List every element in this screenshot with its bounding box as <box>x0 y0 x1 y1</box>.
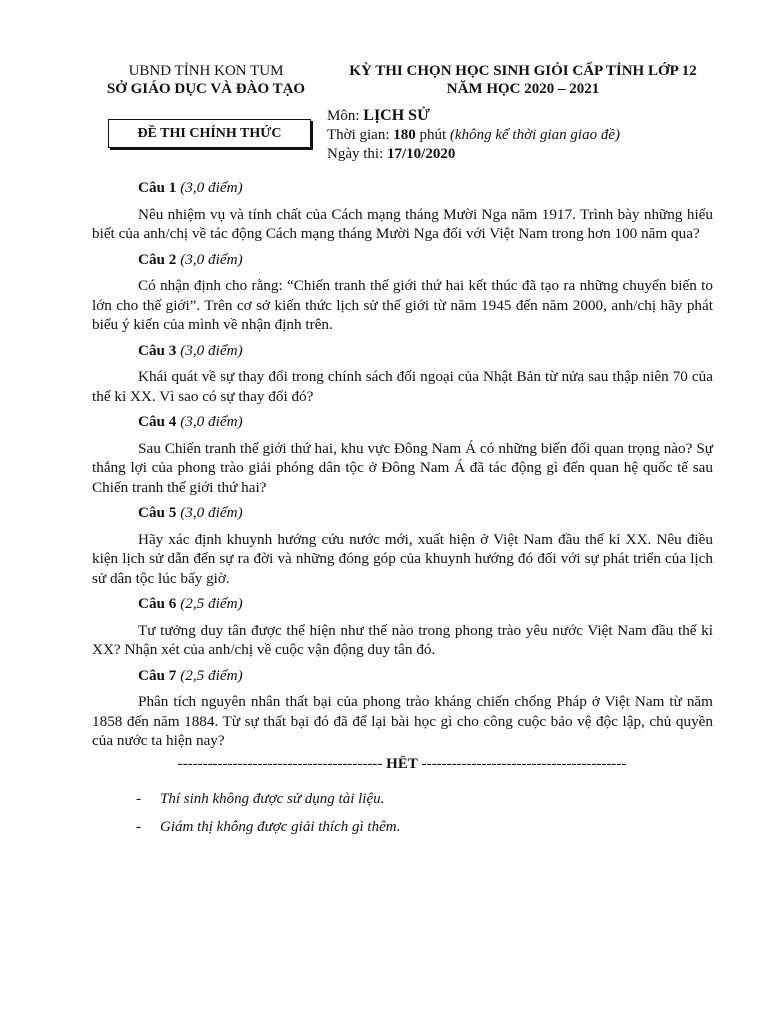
note-text: Giám thị không được giải thích gì thêm. <box>160 819 401 835</box>
official-exam-label: ĐỀ THI CHÍNH THỨC <box>137 125 282 141</box>
question-points: (3,0 điểm) <box>180 179 243 196</box>
end-marker <box>150 756 654 773</box>
subject-value: LỊCH SỬ <box>363 107 430 124</box>
time-note: (không kể thời gian giao đề) <box>449 127 620 143</box>
issuing-organization <box>92 62 320 98</box>
org-line-1: UBND TỈNH KON TUM <box>128 63 284 79</box>
question-heading <box>138 250 713 270</box>
question-heading <box>138 594 713 614</box>
question-text: Hãy xác định khuynh hướng cứu nước mới, xuất hiện ở Việt Nam đầu thế kỉ XX. Nêu điều kiện lịch sử dẫn đến sự ra đời và những đóng góp của khuynh hướng đó đối với sự phát triển của lịch sử dân tộc lúc bấy giờ. <box>92 530 713 587</box>
question-points: (3,0 điểm) <box>180 341 243 359</box>
question-number: Câu 4 <box>138 413 177 430</box>
note-item <box>136 818 400 837</box>
question <box>92 594 713 660</box>
question <box>92 666 713 751</box>
end-text: HẾT <box>386 756 418 772</box>
question-heading <box>138 178 713 198</box>
note-item <box>136 790 400 809</box>
question-number: Câu 6 <box>138 595 177 612</box>
question-heading <box>138 666 713 686</box>
question-number: Câu 7 <box>138 666 177 684</box>
date-label: Ngày thi: <box>327 146 387 162</box>
question-points: (2,5 điểm) <box>180 595 243 612</box>
question-number: Câu 2 <box>138 250 177 268</box>
question-points: (3,0 điểm) <box>180 504 243 521</box>
question-number: Câu 5 <box>138 504 177 521</box>
exam-meta <box>327 106 620 164</box>
question <box>92 250 713 335</box>
question-number: Câu 1 <box>138 179 177 196</box>
exam-title-block <box>318 62 728 98</box>
question-text: Tư tưởng duy tân được thể hiện như thế nào trong phong trào yêu nước Việt Nam đầu thế kỉ XX? Nhận xét của anh/chị về cuộc vận động duy tân đó. <box>92 621 713 658</box>
subject-label: Môn: <box>327 108 364 124</box>
end-dashes-left: ----------------------------------------- <box>177 756 387 772</box>
question <box>92 178 713 244</box>
question-text: Khái quát về sự thay đổi trong chính sách đối ngoại của Nhật Bản từ nửa sau thập niên 70 của thế kỉ XX. Vì sao có sự thay đổi đó? <box>92 368 713 405</box>
time-label: Thời gian: <box>327 127 394 143</box>
question <box>92 503 713 588</box>
question-heading <box>138 503 713 523</box>
time-value: 180 <box>393 127 416 143</box>
note-dash: - <box>136 819 141 835</box>
question-points: (3,0 điểm) <box>180 413 243 430</box>
school-year: NĂM HỌC 2020 – 2021 <box>446 81 600 97</box>
note-text: Thí sinh không được sử dụng tài liệu. <box>160 791 385 807</box>
note-dash: - <box>136 791 141 807</box>
end-dashes-right: ----------------------------------------- <box>417 756 627 772</box>
questions-section <box>92 178 713 757</box>
subject-line <box>327 106 620 126</box>
official-exam-box <box>108 119 311 148</box>
question-text: Nêu nhiệm vụ và tính chất của Cách mạng tháng Mười Nga năm 1917. Trình bày những hiểu biết của anh/chị về tác động Cách mạng tháng Mười Nga đối với Việt Nam trong hơn 100 năm qua? <box>92 205 713 242</box>
date-line <box>327 145 620 164</box>
question <box>92 412 713 497</box>
question-text: Phân tích nguyên nhân thất bại của phong trào kháng chiến chống Pháp ở Việt Nam từ năm 1858 đến năm 1884. Từ sự thất bại đó đã để lại bài học gì cho công cuộc bảo vệ độc lập, chủ quyền của nước ta hiện nay? <box>92 693 713 749</box>
question-text: Sau Chiến tranh thế giới thứ hai, khu vực Đông Nam Á có những biến đổi quan trọng nào? Sự thắng lợi của phong trào giải phóng dân tộc ở Đông Nam Á đã tác động gì đến quan hệ quốc tế sau Chiến tranh thế giới thứ hai? <box>92 439 713 496</box>
question-points: (2,5 điểm) <box>180 666 243 684</box>
question-points: (3,0 điểm) <box>180 250 243 268</box>
time-unit: phút <box>415 127 450 143</box>
question-heading <box>138 341 713 361</box>
date-value: 17/10/2020 <box>387 146 456 162</box>
question-number: Câu 3 <box>138 341 177 359</box>
question-heading <box>138 412 713 432</box>
org-line-2: SỞ GIÁO DỤC VÀ ĐÀO TẠO <box>106 81 306 97</box>
question <box>92 341 713 407</box>
exam-notes <box>136 790 400 846</box>
question-text: Có nhận định cho rằng: “Chiến tranh thế giới thứ hai kết thúc đã tạo ra những chuyển biến to lớn cho thế giới”. Trên cơ sở kiến thức lịch sử thế giới từ năm 1945 đến năm 2000, anh/chị hãy phát biểu ý kiến của mình về nhận định trên. <box>92 277 713 333</box>
time-line <box>327 126 620 145</box>
exam-title: KỲ THI CHỌN HỌC SINH GIỎI CẤP TỈNH LỚP 12 <box>349 63 697 79</box>
